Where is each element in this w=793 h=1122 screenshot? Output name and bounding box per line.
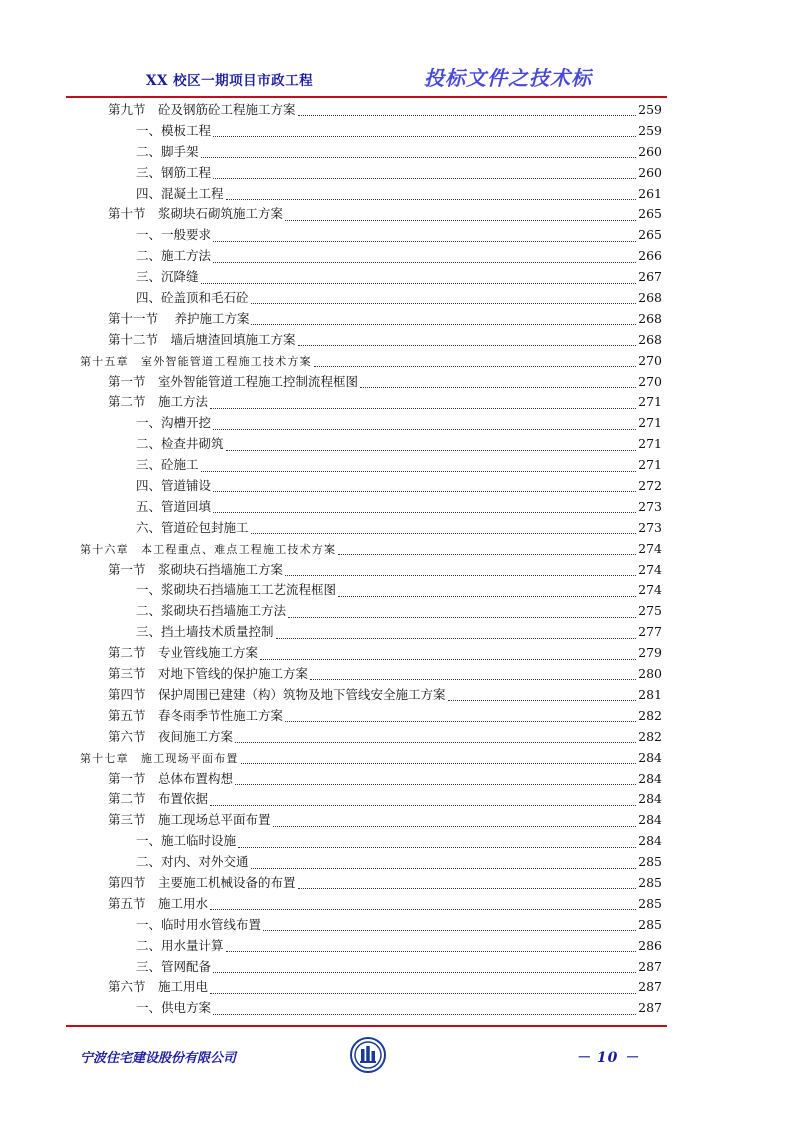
toc-entry-item[interactable] [80, 998, 662, 1019]
toc-entry-page: 284 [638, 770, 662, 786]
toc-dot-leader [310, 666, 636, 680]
toc-dot-leader [314, 353, 636, 367]
toc-entry-label: 二、浆砌块石挡墙施工方法 [136, 603, 287, 619]
toc-entry-section[interactable] [80, 309, 662, 330]
toc-dot-leader [226, 938, 637, 952]
toc-entry-item[interactable] [80, 267, 662, 288]
toc-entry-section[interactable] [80, 706, 662, 727]
toc-dot-leader [226, 186, 637, 200]
toc-entry-page: 274 [638, 582, 662, 598]
toc-entry-page: 285 [638, 916, 662, 932]
toc-entry-label: 第一节 浆砌块石挡墙施工方案 [108, 561, 284, 577]
toc-entry-label: 第十七章 施工现场平面布置 [80, 751, 239, 765]
toc-entry-page: 284 [638, 833, 662, 849]
toc-dot-leader [210, 792, 636, 806]
toc-entry-page: 274 [638, 561, 662, 577]
header-rule [66, 96, 667, 98]
toc-entry-label: 第五节 施工用水 [108, 895, 209, 911]
toc-entry-item[interactable] [80, 601, 662, 622]
toc-entry-page: 287 [638, 1000, 662, 1016]
toc-entry-section[interactable] [80, 204, 662, 225]
toc-entry-label: 第十一节 养护施工方案 [108, 310, 250, 326]
toc-entry-section[interactable] [80, 789, 662, 810]
toc-dot-leader [210, 896, 636, 910]
document-type-title: 投标文件之技术标 [424, 66, 592, 90]
toc-entry-section[interactable] [80, 685, 662, 706]
toc-entry-label: 三、挡土墙技术质量控制 [136, 624, 274, 640]
toc-entry-label: 一、临时用水管线布置 [136, 916, 262, 932]
toc-entry-page: 279 [638, 645, 662, 661]
toc-entry-page: 275 [638, 603, 662, 619]
toc-entry-section[interactable] [80, 873, 662, 894]
toc-dot-leader [360, 374, 636, 388]
toc-entry-label: 第三节 施工现场总平面布置 [108, 812, 271, 828]
toc-entry-label: 第四节 保护周围已建建（构）筑物及地下管线安全施工方案 [108, 686, 446, 702]
toc-entry-label: 四、混凝土工程 [136, 185, 224, 201]
toc-entry-page: 287 [638, 958, 662, 974]
toc-entry-label: 第十六章 本工程重点、难点工程施工技术方案 [80, 542, 337, 556]
toc-entry-section[interactable] [80, 727, 662, 748]
toc-entry-page: 284 [638, 791, 662, 807]
toc-entry-label: 第二节 专业管线施工方案 [108, 645, 259, 661]
footer-rule [66, 1025, 667, 1027]
toc-entry-page: 271 [638, 436, 662, 452]
toc-entry-item[interactable] [80, 413, 662, 434]
toc-dot-leader [285, 708, 636, 722]
toc-dot-leader [226, 437, 637, 451]
toc-entry-section[interactable] [80, 977, 662, 998]
toc-dot-leader [201, 458, 637, 472]
toc-entry-item[interactable] [80, 121, 662, 142]
toc-dot-leader [251, 520, 637, 534]
toc-entry-label: 三、管网配备 [136, 958, 212, 974]
toc-entry-page: 259 [638, 122, 662, 138]
toc-dot-leader [201, 144, 637, 158]
toc-entry-item[interactable] [80, 476, 662, 497]
toc-entry-label: 第五节 春冬雨季节性施工方案 [108, 707, 284, 723]
toc-dot-leader [251, 290, 637, 304]
toc-entry-label: 第九节 砼及钢筋砼工程施工方案 [108, 102, 296, 117]
toc-entry-label: 一、模板工程 [136, 122, 212, 138]
toc-entry-page: 285 [638, 874, 662, 890]
toc-entry-chapter[interactable] [80, 539, 662, 560]
toc-dot-leader [260, 646, 636, 660]
toc-entry-label: 一、沟槽开挖 [136, 415, 212, 431]
toc-dot-leader [213, 1001, 636, 1015]
toc-entry-section[interactable] [80, 392, 662, 413]
toc-entry-label: 二、检查井砌筑 [136, 436, 224, 452]
toc-entry-label: 第六节 施工用电 [108, 979, 209, 995]
toc-entry-item[interactable] [80, 246, 662, 267]
toc-entry-page: 266 [638, 248, 662, 264]
toc-dot-leader [235, 729, 636, 743]
toc-entry-page: 273 [638, 498, 662, 514]
toc-entry-section[interactable] [80, 769, 662, 790]
toc-entry-page: 268 [638, 290, 662, 306]
toc-entry-label: 二、用水量计算 [136, 937, 224, 953]
toc-entry-label: 一、施工临时设施 [136, 833, 237, 849]
toc-entry-label: 三、沉降缝 [136, 269, 199, 285]
toc-entry-label: 一、浆砌块石挡墙施工工艺流程框图 [136, 582, 337, 598]
toc-entry-page: 270 [638, 373, 662, 389]
project-title: XX 校区一期项目市政工程 [146, 73, 314, 89]
toc-entry-section[interactable] [80, 100, 662, 121]
toc-entry-page: 272 [638, 478, 662, 494]
toc-entry-page: 265 [638, 227, 662, 243]
toc-entry-page: 271 [638, 415, 662, 431]
toc-entry-label: 第十五章 室外智能管道工程施工技术方案 [80, 354, 312, 368]
toc-entry-label: 第二节 布置依据 [108, 791, 209, 807]
toc-entry-label: 第一节 总体布置构想 [108, 770, 234, 786]
toc-entry-chapter[interactable] [80, 748, 662, 769]
toc-dot-leader [251, 311, 636, 325]
toc-entry-page: 280 [638, 666, 662, 682]
toc-entry-item[interactable] [80, 518, 662, 539]
toc-entry-label: 一、供电方案 [136, 1000, 212, 1016]
toc-entry-section[interactable] [80, 330, 662, 351]
toc-entry-label: 第四节 主要施工机械设备的布置 [108, 874, 296, 890]
toc-dot-leader [285, 207, 636, 221]
toc-entry-label: 四、管道铺设 [136, 478, 212, 494]
toc-dot-leader [448, 687, 637, 701]
toc-entry-label: 一、一般要求 [136, 227, 212, 243]
toc-entry-item[interactable] [80, 142, 662, 163]
toc-entry-item[interactable] [80, 455, 662, 476]
toc-entry-item[interactable] [80, 622, 662, 643]
toc-entry-page: 267 [638, 269, 662, 285]
toc-dot-leader [238, 834, 636, 848]
toc-dot-leader [213, 123, 636, 137]
toc-entry-label: 第十二节 墙后塘渣回填施工方案 [108, 331, 296, 347]
toc-entry-label: 第三节 对地下管线的保护施工方案 [108, 666, 309, 682]
toc-dot-leader [213, 478, 636, 492]
toc-entry-page: 286 [638, 937, 662, 953]
toc-dot-leader [298, 875, 637, 889]
toc-entry-page: 268 [638, 310, 662, 326]
toc-entry-label: 第十节 浆砌块石砌筑施工方案 [108, 206, 284, 222]
toc-entry-page: 281 [638, 686, 662, 702]
toc-dot-leader [210, 980, 636, 994]
toc-entry-label: 三、砼施工 [136, 457, 199, 473]
toc-entry-page: 285 [638, 895, 662, 911]
toc-dot-leader [285, 562, 636, 576]
toc-entry-item[interactable] [80, 915, 662, 936]
toc-dot-leader [288, 604, 636, 618]
page-number: － 10 － [576, 1050, 640, 1066]
toc-dot-leader [213, 959, 636, 973]
toc-entry-item[interactable] [80, 225, 662, 246]
toc-entry-item[interactable] [80, 184, 662, 205]
toc-entry-label: 二、脚手架 [136, 143, 199, 159]
toc-entry-section[interactable] [80, 664, 662, 685]
toc-entry-section[interactable] [80, 643, 662, 664]
toc-dot-leader [213, 249, 636, 263]
toc-entry-page: 282 [638, 707, 662, 723]
toc-entry-page: 260 [638, 164, 662, 180]
toc-dot-leader [338, 541, 636, 555]
toc-dot-leader [276, 625, 637, 639]
page-header [66, 62, 666, 98]
toc-entry-item[interactable] [80, 163, 662, 184]
toc-entry-page: 271 [638, 457, 662, 473]
toc-dot-leader [298, 332, 637, 346]
toc-entry-page: 271 [638, 394, 662, 410]
toc-entry-page: 270 [638, 352, 662, 368]
toc-entry-section[interactable] [80, 560, 662, 581]
toc-entry-item[interactable] [80, 936, 662, 957]
toc-entry-page: 261 [638, 185, 662, 201]
toc-dot-leader [213, 165, 636, 179]
toc-entry-label: 二、对内、对外交通 [136, 854, 249, 870]
company-logo-icon [350, 1037, 386, 1073]
toc-entry-section[interactable] [80, 894, 662, 915]
toc-entry-label: 二、施工方法 [136, 248, 212, 264]
toc-entry-item[interactable] [80, 497, 662, 518]
toc-dot-leader [338, 583, 636, 597]
toc-dot-leader [235, 771, 636, 785]
toc-entry-section[interactable] [80, 372, 662, 393]
toc-entry-page: 273 [638, 519, 662, 535]
toc-entry-chapter[interactable] [80, 351, 662, 372]
toc-entry-item[interactable] [80, 434, 662, 455]
table-of-contents [80, 100, 662, 1019]
toc-entry-label: 第一节 室外智能管道工程施工控制流程框图 [108, 373, 359, 389]
toc-dot-leader [213, 416, 636, 430]
toc-dot-leader [201, 270, 637, 284]
toc-entry-page: 259 [638, 102, 662, 117]
toc-dot-leader [210, 395, 636, 409]
page-footer [66, 1035, 667, 1079]
toc-entry-page: 284 [638, 812, 662, 828]
toc-entry-label: 五、管道回填 [136, 498, 212, 514]
toc-dot-leader [251, 855, 637, 869]
company-name: 宁波住宅建设股份有限公司 [80, 1051, 237, 1066]
toc-entry-page: 260 [638, 143, 662, 159]
toc-entry-label: 四、砼盖顶和毛石砼 [136, 290, 249, 306]
toc-entry-item[interactable] [80, 288, 662, 309]
toc-entry-page: 284 [638, 749, 662, 765]
toc-dot-leader [263, 917, 636, 931]
toc-entry-section[interactable] [80, 810, 662, 831]
toc-dot-leader [213, 499, 636, 513]
toc-entry-page: 274 [638, 540, 662, 556]
toc-entry-page: 268 [638, 331, 662, 347]
toc-dot-leader [273, 813, 637, 827]
toc-dot-leader [298, 102, 637, 116]
toc-entry-item[interactable] [80, 831, 662, 852]
toc-entry-label: 三、钢筋工程 [136, 164, 212, 180]
toc-dot-leader [241, 750, 637, 764]
toc-entry-page: 265 [638, 206, 662, 222]
toc-entry-page: 282 [638, 728, 662, 744]
toc-entry-label: 六、管道砼包封施工 [136, 519, 249, 535]
toc-entry-label: 第六节 夜间施工方案 [108, 728, 234, 744]
toc-entry-item[interactable] [80, 852, 662, 873]
toc-entry-item[interactable] [80, 580, 662, 601]
toc-entry-page: 277 [638, 624, 662, 640]
toc-entry-label: 第二节 施工方法 [108, 394, 209, 410]
toc-dot-leader [213, 228, 636, 242]
toc-entry-page: 287 [638, 979, 662, 995]
toc-entry-item[interactable] [80, 957, 662, 978]
toc-entry-page: 285 [638, 854, 662, 870]
